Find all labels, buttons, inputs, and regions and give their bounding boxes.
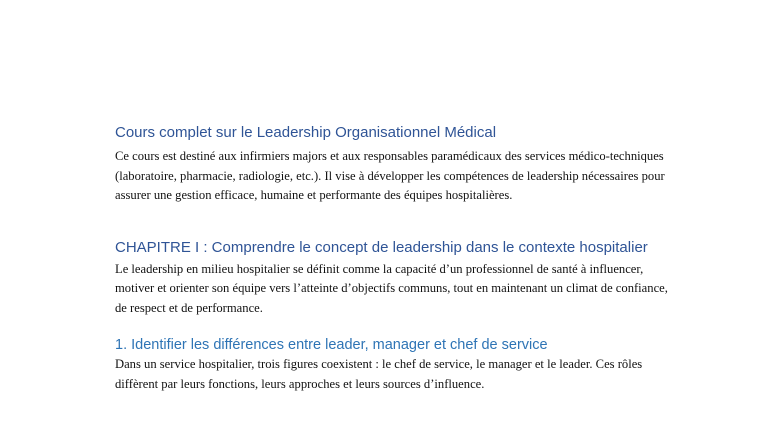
spacer: [115, 318, 675, 335]
intro-paragraph: Ce cours est destiné aux infirmiers majors et aux responsables paramédicaux des services médico-techniques (laboratoire, pharmacie, radiologie, etc.). Il vise à développer les compétences de leadership nécessaires pour assurer une gestion efficace, humaine et performante des équipes hospitalières.: [115, 149, 665, 202]
document-title: Cours complet sur le Leadership Organisationnel Médical: [115, 124, 497, 141]
section-paragraph: Dans un service hospitalier, trois figures coexistent : le chef de service, le manager et le leader. Ces rôles diffèrent par leurs fonctions, leurs approches et leurs sources d’influence.: [115, 357, 643, 391]
spacer: [115, 206, 675, 236]
section-heading: 1. Identifier les différences entre leader, manager et chef de service: [115, 337, 548, 353]
chapter-paragraph: Le leadership en milieu hospitalier se définit comme la capacité d’un professionnel de santé à influencer, motiver et orienter son équipe vers l’atteinte d’objectifs communs, tout en maintenant un climat de confiance, de respect et de performance.: [115, 261, 668, 315]
document-content: [115, 122, 675, 394]
chapter-heading: CHAPITRE I : Comprendre le concept de leadership dans le contexte hospitalier: [115, 238, 648, 256]
